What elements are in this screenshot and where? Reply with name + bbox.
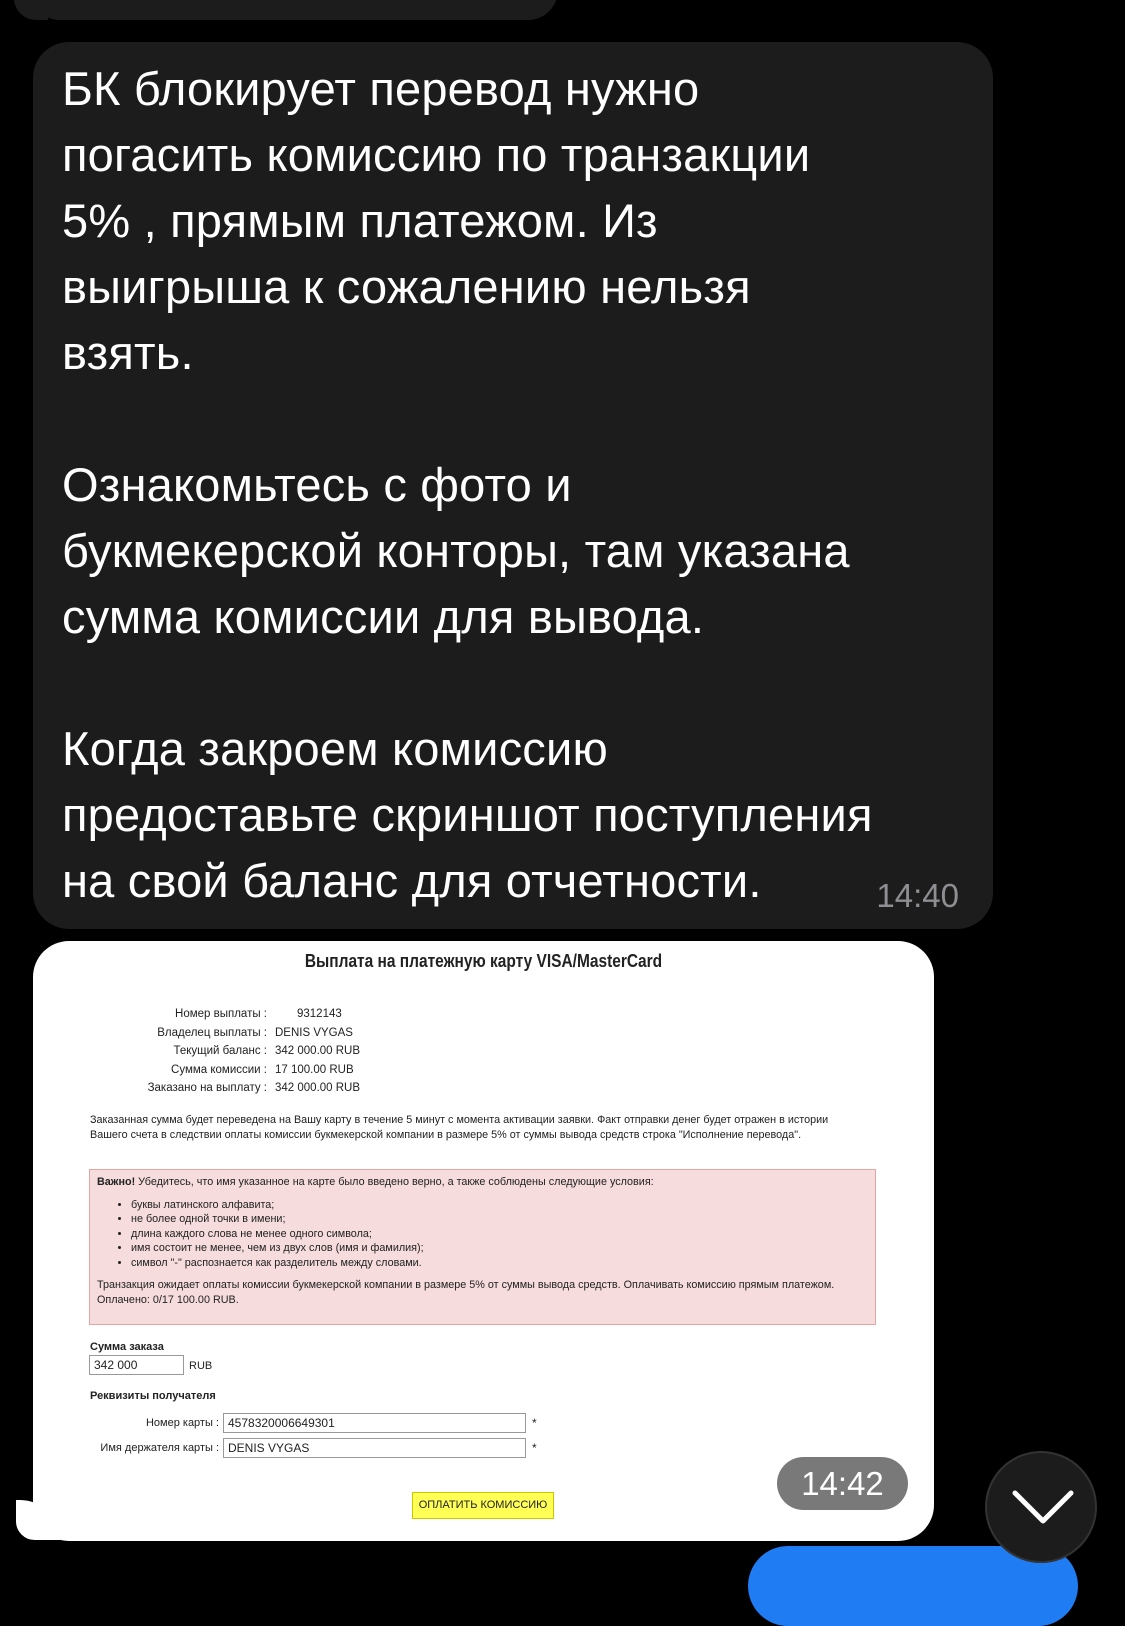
required-mark: * [532, 1441, 537, 1455]
info-row [83, 1024, 360, 1043]
list-item: • не более одной точки в имени; [131, 1212, 868, 1227]
list-item: • буквы латинского алфавита; [131, 1198, 868, 1213]
previous-message-bubble [30, 0, 558, 20]
card-holder-row [33, 1438, 537, 1458]
info-row [83, 1042, 360, 1061]
info-row [83, 1005, 360, 1024]
info-value: 342 000.00 RUB [275, 1082, 361, 1094]
message-text: БК блокирует перевод нужно погасить комиссию по транзакции 5% , прямым платежом. Из выигрыша к сожалению нельзя взять. Ознакомьтесь с фото и букмекерской конторы, там указана сумма комиссии для вывода. Когда закроем комиссию предоставьте скриншот поступления на свой баланс для отчетности. [62, 62, 873, 907]
warning-list [109, 1198, 868, 1271]
card-holder-label: Имя держателя карты : [100, 1442, 219, 1454]
card-number-row [33, 1413, 537, 1433]
warning-box [89, 1169, 876, 1325]
info-row [83, 1061, 360, 1080]
info-row [83, 1079, 360, 1098]
info-label: Владелец выплаты : [157, 1026, 267, 1039]
doc-title: Выплата на платежную карту VISA/MasterCard [304, 951, 663, 971]
scroll-to-bottom-button[interactable] [985, 1451, 1097, 1563]
info-value: 9312143 [297, 1008, 342, 1020]
image-message-bubble[interactable] [33, 941, 934, 1541]
info-label: Номер выплаты : [175, 1008, 267, 1020]
warning-text: Убедитесь, что имя указанное на карте было введено верно, а также соблюдены следующие условия: [135, 1176, 654, 1188]
payout-screenshot [33, 941, 934, 1541]
info-label: Заказано на выплату : [147, 1082, 267, 1094]
list-item: • символ "-" распознается как разделитель между словами. [131, 1256, 868, 1271]
warning-footer: Транзакция ожидает оплаты комиссии букмекерской компании в размере 5% от суммы вывода средств. Оплачивать комиссию прямым платежом. Оплачено: 0/17 100.00 RUB. [97, 1279, 835, 1306]
payout-description: Заказанная сумма будет переведена на Вашу карту в течение 5 минут с момента активации заявки. Факт отправки денег будет отражен в истории Вашего счета в следствии оплаты комиссии букмекерской компании в размере 5% от суммы вывода средств строка "Исполнение перевода". [90, 1114, 829, 1141]
card-number-label: Номер карты : [145, 1417, 219, 1429]
info-label: Сумма комиссии : [171, 1063, 267, 1076]
info-value: DENIS VYGAS [275, 1026, 353, 1039]
warning-intro [97, 1175, 868, 1190]
payout-info-table [83, 1005, 360, 1098]
card-number-input[interactable]: 4578320006649301 [223, 1413, 526, 1433]
info-value: 17 100.00 RUB [275, 1063, 354, 1076]
image-message-time: 14:42 [777, 1457, 908, 1510]
order-amount-label: Сумма заказа [90, 1341, 164, 1353]
required-mark: * [532, 1416, 537, 1430]
list-item: • длина каждого слова не менее одного символа; [131, 1227, 868, 1242]
order-amount-input[interactable]: 342 000 [89, 1355, 184, 1375]
warning-bold: Важно! [97, 1176, 136, 1188]
card-holder-input[interactable]: DENIS VYGAS [223, 1438, 526, 1458]
message-time: 14:40 [876, 877, 959, 914]
pay-commission-button[interactable]: ОПЛАТИТЬ КОМИССИЮ [412, 1492, 554, 1519]
list-item: • имя состоит не менее, чем из двух слов (имя и фамилия); [131, 1241, 868, 1256]
info-value: 342 000.00 RUB [275, 1045, 361, 1057]
recipient-details-label: Реквизиты получателя [90, 1390, 216, 1402]
order-amount-unit: RUB [189, 1360, 213, 1372]
incoming-message-bubble[interactable] [33, 42, 993, 929]
chevron-down-icon [1011, 1487, 1075, 1527]
info-label: Текущий баланс : [173, 1045, 267, 1057]
